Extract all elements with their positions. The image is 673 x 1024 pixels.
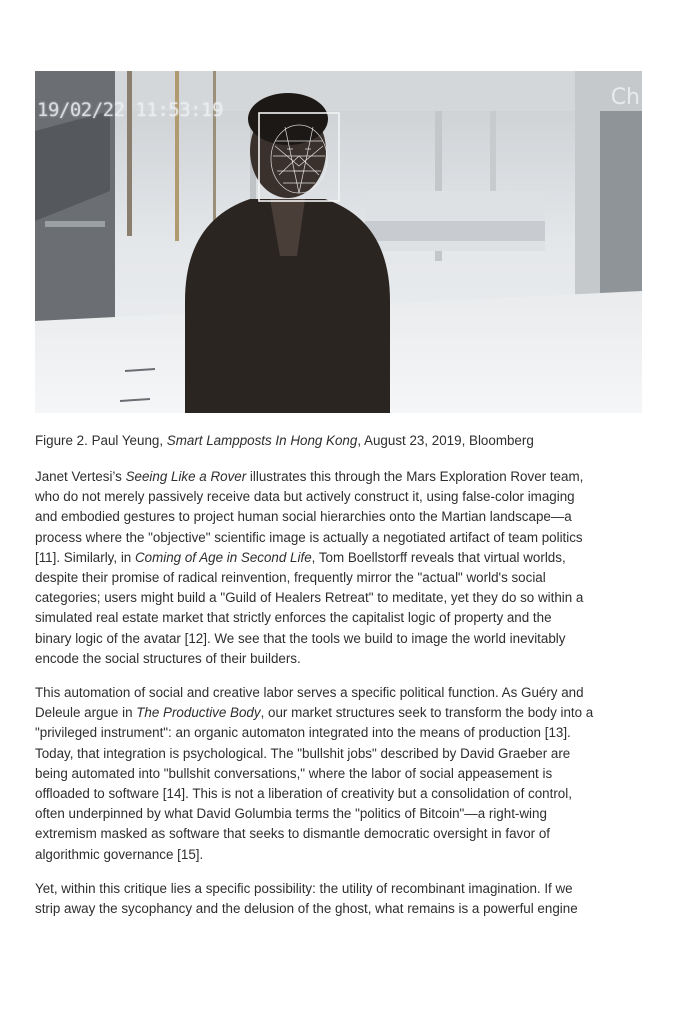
book-title: The Productive Body xyxy=(136,705,261,721)
text-line: categories; users might build a "Guild of Healers Retreat" to meditate, yet they do so within a xyxy=(35,590,584,606)
caption-prefix: Figure 2. Paul Yeung, xyxy=(35,433,167,448)
text-line: "privileged instrument": an organic automaton integrated into the means of production [13]. xyxy=(35,725,571,741)
text-span: [11]. Similarly, in xyxy=(35,549,135,565)
text-line: Yet, within this critique lies a specific possibility: the utility of recombinant imagination. If we xyxy=(35,881,573,896)
text-line: simulated real estate market that strictly enforces the capitalist logic of property and the xyxy=(35,610,552,626)
text-line: algorithmic governance [15]. xyxy=(35,846,204,862)
paragraph-2 xyxy=(35,683,645,865)
text-line: despite their promise of radical reinvention, frequently mirror the "actual" world's social xyxy=(35,570,546,586)
text-span: Deleule argue in xyxy=(35,705,137,721)
figure-caption xyxy=(35,432,645,450)
camera-overlay-text: Ch xyxy=(610,85,640,110)
camera-timestamp: 19/02/22 11:53:19 xyxy=(37,99,223,121)
paragraph-1 xyxy=(35,467,645,669)
text-span: , our market structures seek to transform the body into a xyxy=(260,705,594,721)
text-span: Janet Vertesi’s xyxy=(35,469,126,484)
text-span: , Tom Boellstorff reveals that virtual worlds, xyxy=(311,549,566,565)
text-line: Today, that integration is psychological. The "bullshit jobs" described by David Graeber are xyxy=(35,745,571,761)
text-line: encode the social structures of their builders. xyxy=(35,650,301,666)
book-title: Seeing Like a Rover xyxy=(125,469,247,484)
text-line: who do not merely passively receive data but actively construct it, using false-color imaging xyxy=(35,489,575,505)
text-line: and embodied gestures to project human social hierarchies onto the Martian landscape—a xyxy=(35,509,572,525)
book-title: Coming of Age in Second Life xyxy=(134,549,312,565)
surveillance-photo xyxy=(35,71,642,413)
text-line xyxy=(35,467,645,487)
text-line xyxy=(35,548,645,568)
text-line: binary logic of the avatar [12]. We see that the tools we build to image the world inevitably xyxy=(35,630,566,646)
caption-suffix: , August 23, 2019, Bloomberg xyxy=(357,433,534,448)
text-line xyxy=(35,703,645,723)
text-line: strip away the sycophancy and the delusion of the ghost, what remains is a powerful engine xyxy=(35,901,578,917)
text-line: process where the "objective" scientific image is actually a negotiated artifact of team politics xyxy=(35,529,583,545)
paragraph-3 xyxy=(35,879,645,919)
caption-title: Smart Lampposts In Hong Kong xyxy=(166,433,358,448)
text-line: offloaded to software [14]. This is not a liberation of creativity but a consolidation of control, xyxy=(35,786,572,802)
text-span: illustrates this through the Mars Exploration Rover team, xyxy=(246,469,584,484)
text-line: being automated into "bullshit conversations," where the labor of social appeasement is xyxy=(35,765,553,781)
text-line: often underpinned by what David Golumbia terms the "politics of Bitcoin"—a right-wing xyxy=(35,806,547,822)
text-line: This automation of social and creative labor serves a specific political function. As Guéry and xyxy=(35,685,584,700)
text-line: extremism masked as software that seeks to dismantle democratic oversight in favor of xyxy=(35,826,551,842)
